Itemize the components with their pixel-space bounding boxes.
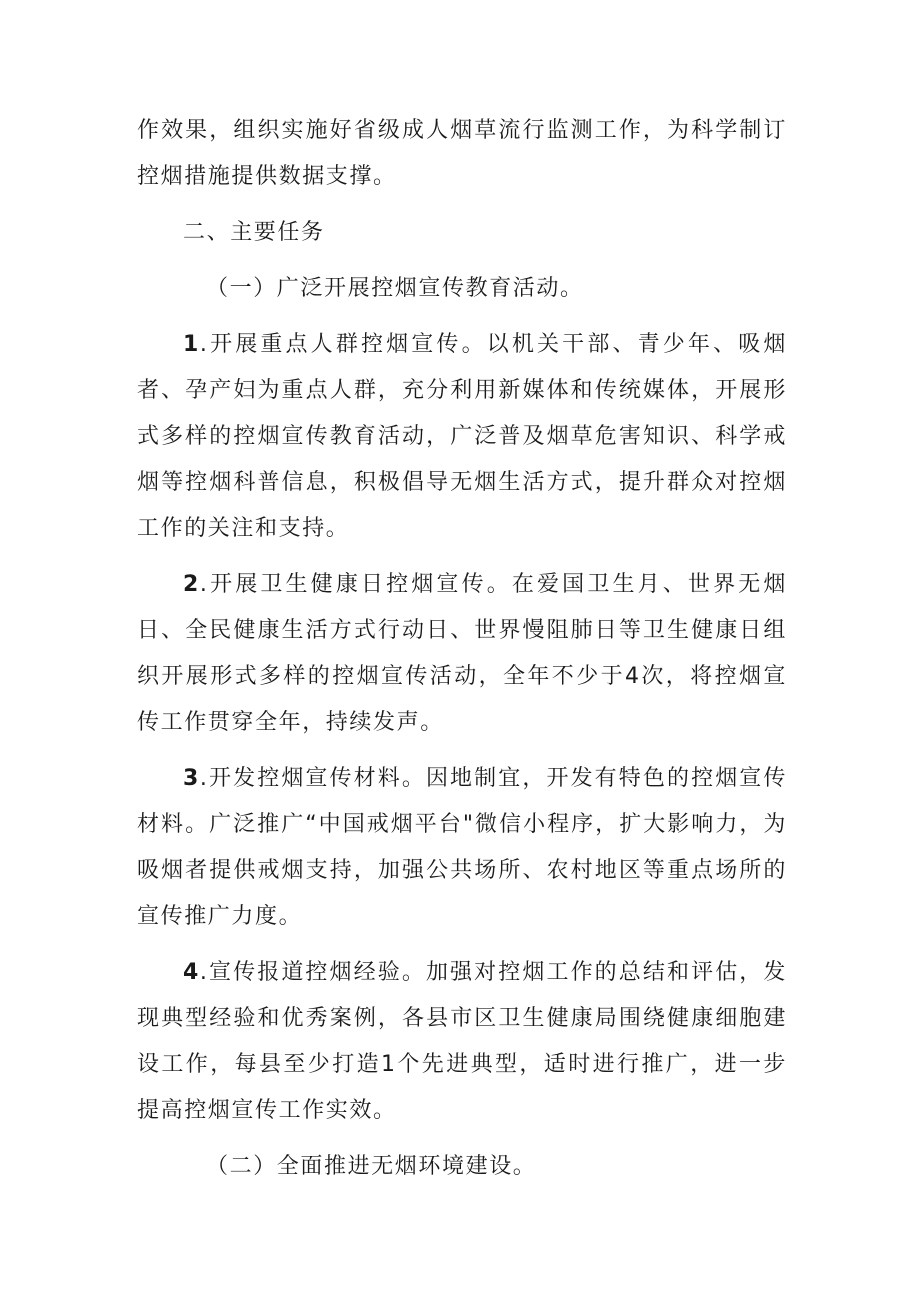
document-body <box>137 108 787 1200</box>
section-heading-text: 二、主要任务 <box>183 220 325 245</box>
list-item-number: 1 <box>183 332 200 357</box>
list-item-text: .开展卫生健康日控烟宣传。在爱国卫生月、世界无烟日、全民健康生活方式行动日、世界慢阻肺日等卫生健康日组织开展形式多样的控烟宣传活动，全年不少于4次，将控烟宣传工作贯穿全年，持续发声。 <box>137 572 787 735</box>
subsection-heading-text: （二）全面推进无烟环境建设。 <box>206 1154 537 1179</box>
subsection-heading <box>137 1144 787 1190</box>
section-heading <box>137 210 787 256</box>
paragraph-text: 作效果，组织实施好省级成人烟草流行监测工作，为科学制订控烟措施提供数据支撑。 <box>137 118 787 189</box>
list-item-text: .开发控烟宣传材料。因地制宜，开发有特色的控烟宣传材料。广泛推广“中国戒烟平台"微信小程序，扩大影响力，为吸烟者提供戒烟支持，加强公共场所、农村地区等重点场所的宣传推广力度。 <box>137 766 787 929</box>
list-item-number: 4 <box>183 960 200 985</box>
list-item-text: .宣传报道控烟经验。加强对控烟工作的总结和评估，发现典型经验和优秀案例，各县市区卫生健康局围绕健康细胞建设工作，每县至少打造1个先进典型，适时进行推广，进一步提高控烟宣传工作实效。 <box>137 960 787 1123</box>
list-item <box>137 950 787 1134</box>
list-item <box>137 756 787 940</box>
list-item <box>137 562 787 746</box>
list-item-text: .开展重点人群控烟宣传。以机关干部、青少年、吸烟者、孕产妇为重点人群，充分利用新媒体和传统媒体，开展形式多样的控烟宣传教育活动，广泛普及烟草危害知识、科学戒烟等控烟科普信息，积极倡导无烟生活方式，提升群众对控烟工作的关注和支持。 <box>137 332 787 541</box>
paragraph-continuation <box>137 108 787 200</box>
list-item-number: 3 <box>183 766 200 791</box>
subsection-heading-text: （一）广泛开展控烟宣传教育活动。 <box>206 276 584 301</box>
subsection-heading <box>137 266 787 312</box>
list-item-number: 2 <box>183 572 200 597</box>
list-item <box>137 322 787 552</box>
